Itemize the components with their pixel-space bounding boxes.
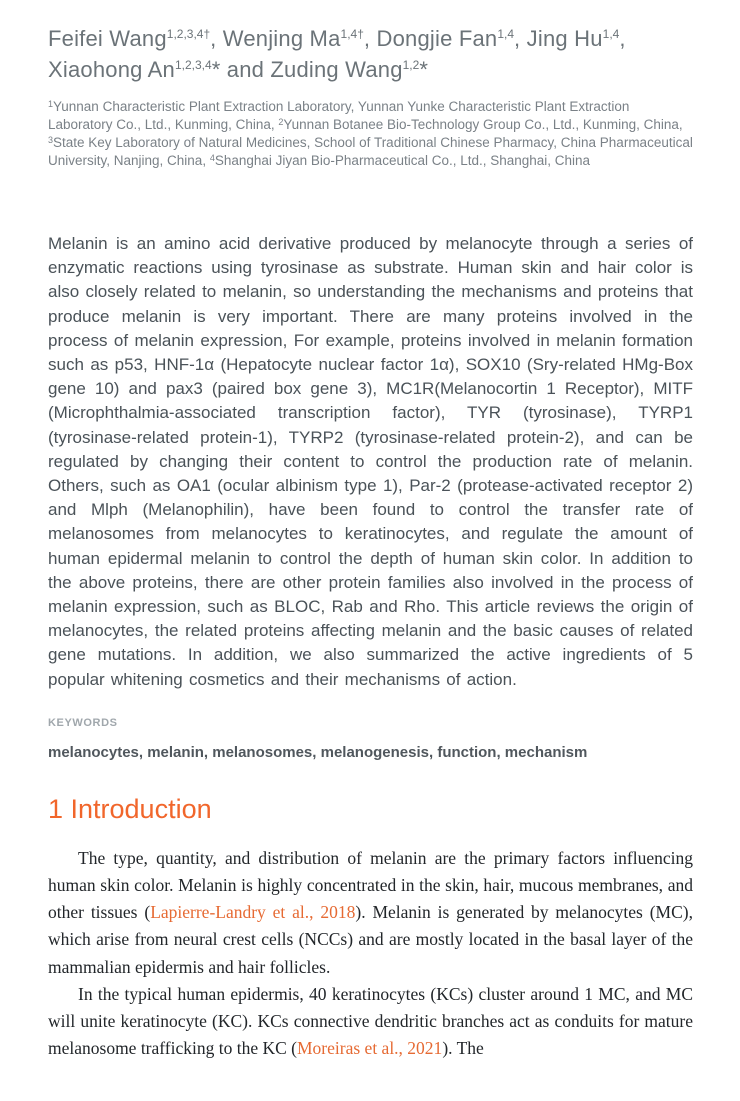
affiliation-text: State Key Laboratory of Natural Medicines, School of Traditional Chinese Pharmacy, China Pharmaceutical University, Nanjing, China, [48, 135, 693, 168]
affiliation-superscript: 1 [48, 99, 54, 109]
authors-heading [48, 23, 693, 85]
citation-link-lapierre-landry[interactable]: Lapierre-Landry et al., 2018 [150, 902, 356, 923]
author-name: Feifei Wang [48, 26, 167, 51]
introduction-section [48, 845, 693, 1063]
author-superscript: 1,2 [402, 58, 420, 72]
author-name: Jing Hu [526, 26, 603, 51]
abstract-text: Melanin is an amino acid derivative produced by melanocyte through a series of enzymatic reactions using tyrosinase as substrate. Human skin and hair color is also closely related to melanin, so understanding the mechanisms and proteins that produce melanin is very important. There are many proteins involved in the process of melanin expression, For example, proteins involved in melanin formation such as p53, HNF-1α (Hepatocyte nuclear factor 1α), SOX10 (Sry-related HMg-Box gene 10) and pax3 (paired box gene 3), MC1R(Melanocortin 1 Receptor), MITF (Microphthalmia-associated transcription factor), TYR (tyrosinase), TYRP1 (tyrosinase-related protein-1), TYRP2 (tyrosinase-related protein-2), and can be regulated by changing their content to control the production rate of melanin. Others, such as OA1 (ocular albinism type 1), Par-2 (protease-activated receptor 2) and Mlph (Melanophilin), have been found to control the transfer rate of melanosomes from melanocytes to keratinocytes, and regulate the amount of human epidermal melanin to control the depth of human skin color. In addition to the above proteins, there are other protein families also involved in the process of melanin expression, such as BLOC, Rab and Rho. This article reviews the origin of melanocytes, the related proteins affecting melanin and the basic causes of related gene mutations. In addition, we also summarized the active ingredients of 5 popular whitening cosmetics and their mechanisms of action. [48, 234, 693, 689]
affiliation-superscript: 2 [278, 117, 284, 127]
author-separator: , [619, 26, 626, 51]
paragraph-text: ). Melanin is generated by melanocytes (MC), which arise from neural crest cells (NCCs) and are mostly located in the basal layer of the mammalian epidermis and hair follicles. [48, 902, 693, 977]
author-name: Dongjie Fan [376, 26, 498, 51]
author-superscript: 1,2,3,4 [174, 58, 212, 72]
citation-link-moreiras[interactable]: Moreiras et al., 2021 [297, 1038, 443, 1059]
author-separator: , [363, 26, 377, 51]
intro-paragraph-1 [48, 845, 693, 981]
author-superscript: 1,4 [602, 27, 620, 41]
author-name: Xiaohong An [48, 57, 175, 82]
author [48, 57, 212, 82]
author [48, 26, 210, 51]
keywords-label: KEYWORDS [48, 716, 118, 729]
intro-paragraph-2 [48, 981, 693, 1063]
author [223, 26, 364, 51]
author [527, 26, 620, 51]
affiliation-text: Yunnan Characteristic Plant Extraction Laboratory, Yunnan Yunke Characteristic Plant Extraction Laboratory Co., Ltd., Kunming, China, [48, 99, 630, 132]
paragraph-text: ). The [442, 1038, 484, 1059]
author-separator: , [514, 26, 527, 51]
author-separator: * and [211, 57, 271, 82]
author-superscript: 1,4† [340, 27, 364, 41]
author-superscript: 1,2,3,4† [166, 27, 211, 41]
section-heading-introduction: 1 Introduction [48, 793, 212, 824]
affiliation-text: Yunnan Botanee Bio-Technology Group Co., Ltd., Kunming, China, [283, 117, 683, 132]
author [377, 26, 515, 51]
author-name: Zuding Wang [270, 57, 403, 82]
author [270, 57, 419, 82]
keywords-text: melanocytes, melanin, melanosomes, melanogenesis, function, mechanism [48, 743, 588, 761]
author-separator: * [419, 57, 429, 82]
affiliation-superscript: 4 [209, 153, 215, 163]
paragraph-text: The type, quantity, and distribution of melanin are the primary factors influencing human skin color. Melanin is highly concentrated in the skin, hair, mucous membranes, and other tissues ( [48, 847, 693, 923]
author-name: Wenjing Ma [222, 26, 341, 51]
paragraph-text: In the typical human epidermis, 40 keratinocytes (KCs) cluster around 1 MC, and MC will unite keratinocyte (KC). KCs connective dendritic branches act as conduits for mature melanosome trafficking to the KC ( [48, 983, 693, 1059]
affiliation-text: Shanghai Jiyan Bio-Pharmaceutical Co., Ltd., Shanghai, China [214, 153, 591, 168]
affiliations [48, 98, 693, 170]
author-separator: , [210, 26, 223, 51]
author-superscript: 1,4 [497, 27, 515, 41]
affiliation-superscript: 3 [48, 135, 54, 145]
